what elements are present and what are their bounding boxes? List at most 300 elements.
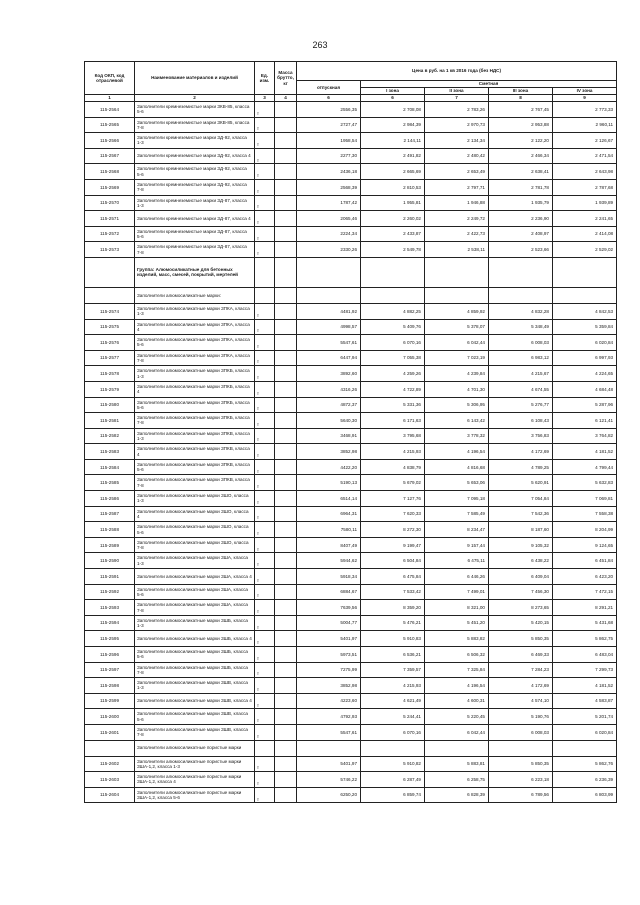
- row-zone-3-price: 4 215,67: [489, 366, 553, 382]
- row-unit: т: [255, 303, 275, 319]
- header-zone-3: III зона: [489, 88, 553, 95]
- row-zone-4-price: 3 764,82: [553, 428, 617, 444]
- row-zone-3-price: 2 523,66: [489, 242, 553, 258]
- table-row: [85, 647, 617, 663]
- row-zone-1-price: 2 708,08: [361, 102, 425, 118]
- row-zone-1-price: 6 070,16: [361, 335, 425, 351]
- row-release-price: 1787,42: [297, 195, 361, 211]
- row-mass: [275, 148, 297, 164]
- row-code: 115-2575: [85, 319, 135, 335]
- row-unit: т: [255, 631, 275, 647]
- col-num: 1: [85, 95, 135, 102]
- row-unit: т: [255, 366, 275, 382]
- row-zone-4-price: 2 241,65: [553, 211, 617, 227]
- row-name: Заполнители алюмосиликатные марки ЗША, класса 7-8: [135, 600, 255, 616]
- row-mass: [275, 491, 297, 507]
- subgroup-heading: Заполнители алюмосиликатные марки:: [135, 287, 255, 303]
- row-zone-1-price: 6 536,21: [361, 647, 425, 663]
- header-code: Код ОКП, код отраслевой: [85, 62, 135, 95]
- row-code: 115-2585: [85, 475, 135, 491]
- empty-cell: [85, 740, 135, 756]
- row-code: 115-2593: [85, 600, 135, 616]
- row-zone-4-price: 6 997,93: [553, 350, 617, 366]
- row-zone-3-price: 7 542,36: [489, 506, 553, 522]
- row-zone-4-price: 4 684,48: [553, 381, 617, 397]
- row-mass: [275, 335, 297, 351]
- table-row: [85, 195, 617, 211]
- header-unit: Ед. изм.: [255, 62, 275, 95]
- row-unit: т: [255, 179, 275, 195]
- row-mass: [275, 647, 297, 663]
- row-unit: т: [255, 647, 275, 663]
- row-zone-2-price: 6 042,44: [425, 724, 489, 740]
- row-release-price: 8407,49: [297, 537, 361, 553]
- table-row: [85, 133, 617, 149]
- row-zone-1-price: 5 910,82: [361, 756, 425, 772]
- row-code: 115-2592: [85, 584, 135, 600]
- row-zone-1-price: 6 070,16: [361, 724, 425, 740]
- table-row: [85, 242, 617, 258]
- row-zone-4-price: 6 236,39: [553, 772, 617, 788]
- row-zone-1-price: 5 331,36: [361, 397, 425, 413]
- col-num: 8: [489, 95, 553, 102]
- row-zone-2-price: 6 143,42: [425, 413, 489, 429]
- row-mass: [275, 787, 297, 803]
- row-mass: [275, 366, 297, 382]
- table-row: [85, 179, 617, 195]
- empty-cell: [361, 257, 425, 287]
- row-zone-3-price: 4 172,69: [489, 444, 553, 460]
- row-name: Заполнители алюмосиликатные марки ЗШО, класса 5-6: [135, 522, 255, 538]
- row-release-price: 6514,14: [297, 491, 361, 507]
- row-release-price: 2568,39: [297, 179, 361, 195]
- row-code: 115-2564: [85, 102, 135, 118]
- row-zone-2-price: 6 042,44: [425, 335, 489, 351]
- row-zone-4-price: 2 773,33: [553, 102, 617, 118]
- row-mass: [275, 102, 297, 118]
- row-zone-1-price: 6 504,84: [361, 553, 425, 569]
- row-mass: [275, 693, 297, 709]
- row-zone-3-price: 7 054,84: [489, 491, 553, 507]
- table-row: [85, 709, 617, 725]
- table-row: [85, 366, 617, 382]
- row-zone-3-price: 4 674,55: [489, 381, 553, 397]
- col-num: 6: [297, 95, 361, 102]
- row-name: Заполнители алюмосиликатные марки ЗПКБ, класса 5-6: [135, 397, 255, 413]
- table-row: [85, 335, 617, 351]
- row-name: Заполнители кремнеземистые марки ЗД-87, класса 4: [135, 211, 255, 227]
- row-zone-2-price: 2 783,26: [425, 102, 489, 118]
- row-mass: [275, 381, 297, 397]
- row-mass: [275, 444, 297, 460]
- row-zone-4-price: 2 529,02: [553, 242, 617, 258]
- row-zone-3-price: 7 284,23: [489, 662, 553, 678]
- row-mass: [275, 584, 297, 600]
- row-zone-3-price: 6 789,56: [489, 787, 553, 803]
- header-mass: Масса брутто, кг: [275, 62, 297, 95]
- row-name: Заполнители алюмосиликатные марки ЗША, класса 4: [135, 569, 255, 585]
- table-row: [85, 117, 617, 133]
- row-unit: т: [255, 693, 275, 709]
- row-zone-4-price: 2 471,54: [553, 148, 617, 164]
- row-zone-1-price: 5 679,02: [361, 475, 425, 491]
- row-zone-4-price: 2 126,67: [553, 133, 617, 149]
- row-release-price: 4481,92: [297, 303, 361, 319]
- row-code: 115-2577: [85, 350, 135, 366]
- empty-cell: [297, 740, 361, 756]
- row-mass: [275, 397, 297, 413]
- row-code: 115-2568: [85, 164, 135, 180]
- row-zone-2-price: 6 828,39: [425, 787, 489, 803]
- row-zone-4-price: 2 787,68: [553, 179, 617, 195]
- row-release-price: 1958,54: [297, 133, 361, 149]
- row-mass: [275, 662, 297, 678]
- row-mass: [275, 709, 297, 725]
- row-zone-1-price: 4 259,26: [361, 366, 425, 382]
- table-row: [85, 148, 617, 164]
- row-zone-4-price: 6 121,41: [553, 413, 617, 429]
- row-zone-4-price: 6 020,84: [553, 724, 617, 740]
- row-unit: т: [255, 475, 275, 491]
- col-num: 3: [255, 95, 275, 102]
- row-zone-4-price: 5 862,75: [553, 631, 617, 647]
- row-code: 115-2574: [85, 303, 135, 319]
- empty-cell: [255, 257, 275, 287]
- row-zone-2-price: 4 196,54: [425, 678, 489, 694]
- row-unit: т: [255, 459, 275, 475]
- row-name: Заполнители алюмосиликатные марки ЗПКБ, класса 4: [135, 381, 255, 397]
- table-row: [85, 522, 617, 538]
- row-release-price: 5973,51: [297, 647, 361, 663]
- row-name: Заполнители алюмосиликатные марки ЗША, класса 5-6: [135, 584, 255, 600]
- row-release-price: 2065,46: [297, 211, 361, 227]
- row-mass: [275, 195, 297, 211]
- row-zone-1-price: 7 620,33: [361, 506, 425, 522]
- row-code: 115-2599: [85, 693, 135, 709]
- row-release-price: 5640,30: [297, 413, 361, 429]
- row-code: 115-2587: [85, 506, 135, 522]
- row-code: 115-2589: [85, 537, 135, 553]
- row-mass: [275, 600, 297, 616]
- table-row: [85, 506, 617, 522]
- row-release-price: 4998,57: [297, 319, 361, 335]
- row-mass: [275, 226, 297, 242]
- empty-cell: [361, 740, 425, 756]
- row-zone-2-price: 1 946,88: [425, 195, 489, 211]
- row-mass: [275, 537, 297, 553]
- table-row: [85, 319, 617, 335]
- row-zone-1-price: 7 055,38: [361, 350, 425, 366]
- row-code: 115-2598: [85, 678, 135, 694]
- table-row: [85, 102, 617, 118]
- row-unit: т: [255, 335, 275, 351]
- table-row: [85, 491, 617, 507]
- row-release-price: 4792,93: [297, 709, 361, 725]
- row-mass: [275, 772, 297, 788]
- row-release-price: 4422,20: [297, 459, 361, 475]
- row-zone-4-price: 4 842,53: [553, 303, 617, 319]
- row-release-price: 4223,60: [297, 693, 361, 709]
- row-name: Заполнители алюмосиликатные марки ЗПКВ, класса 1-3: [135, 428, 255, 444]
- row-zone-4-price: 7 069,81: [553, 491, 617, 507]
- header-release: отпускная: [297, 81, 361, 95]
- empty-cell: [85, 257, 135, 287]
- row-zone-4-price: 5 201,74: [553, 709, 617, 725]
- col-num: 7: [425, 95, 489, 102]
- row-zone-3-price: 2 466,34: [489, 148, 553, 164]
- row-unit: т: [255, 569, 275, 585]
- table-row: [85, 413, 617, 429]
- row-zone-3-price: 6 983,12: [489, 350, 553, 366]
- row-unit: т: [255, 756, 275, 772]
- row-code: 115-2570: [85, 195, 135, 211]
- table-row: [85, 226, 617, 242]
- row-name: Заполнители алюмосиликатные марки ЗШБ, класса 1-3: [135, 615, 255, 631]
- row-zone-4-price: 4 181,52: [553, 444, 617, 460]
- row-name: Заполнители алюмосиликатные марки ЗШВ, класса 7-8: [135, 724, 255, 740]
- col-num: 6: [361, 95, 425, 102]
- row-unit: т: [255, 133, 275, 149]
- row-zone-4-price: 4 583,87: [553, 693, 617, 709]
- header-name: Наименование материалов и изделий: [135, 62, 255, 95]
- row-release-price: 2727,47: [297, 117, 361, 133]
- header-estimate: Сметная: [361, 81, 617, 88]
- table-row: [85, 693, 617, 709]
- row-mass: [275, 522, 297, 538]
- table-row: [85, 475, 617, 491]
- row-zone-1-price: 2 549,78: [361, 242, 425, 258]
- row-zone-3-price: 6 108,43: [489, 413, 553, 429]
- row-mass: [275, 569, 297, 585]
- row-zone-2-price: 2 970,73: [425, 117, 489, 133]
- row-zone-3-price: 4 172,69: [489, 678, 553, 694]
- row-zone-2-price: 4 859,92: [425, 303, 489, 319]
- row-zone-3-price: 7 456,30: [489, 584, 553, 600]
- row-code: 115-2595: [85, 631, 135, 647]
- row-zone-2-price: 2 653,49: [425, 164, 489, 180]
- empty-cell: [297, 287, 361, 303]
- row-release-price: 5918,34: [297, 569, 361, 585]
- row-name: Заполнители кремнеземистые марки ЗД-87, класса 7-8: [135, 242, 255, 258]
- row-unit: т: [255, 506, 275, 522]
- row-unit: т: [255, 522, 275, 538]
- row-name: Заполнители кремнеземистые марки ЗД-92, класса 1-3: [135, 133, 255, 149]
- row-unit: т: [255, 724, 275, 740]
- table-row: [85, 584, 617, 600]
- row-zone-4-price: 7 472,15: [553, 584, 617, 600]
- col-num: 4: [275, 95, 297, 102]
- row-zone-4-price: 4 224,65: [553, 366, 617, 382]
- table-row: [85, 164, 617, 180]
- row-name: Заполнители алюмосиликатные пористые марки ЗША-1,2, класса 5-6: [135, 787, 255, 803]
- row-mass: [275, 756, 297, 772]
- row-zone-4-price: 8 204,99: [553, 522, 617, 538]
- empty-cell: [425, 257, 489, 287]
- row-unit: т: [255, 709, 275, 725]
- row-code: 115-2573: [85, 242, 135, 258]
- row-zone-2-price: 2 480,42: [425, 148, 489, 164]
- table-row: [85, 662, 617, 678]
- price-table: [84, 61, 617, 803]
- row-zone-4-price: 6 423,20: [553, 569, 617, 585]
- row-release-price: 4872,37: [297, 397, 361, 413]
- row-name: Заполнители алюмосиликатные марки ЗПКВ, класса 5-6: [135, 459, 255, 475]
- row-name: Заполнители кремнеземистые марки ЗД-92, класса 4: [135, 148, 255, 164]
- row-release-price: 7580,11: [297, 522, 361, 538]
- table-row: [85, 678, 617, 694]
- row-zone-3-price: 5 420,15: [489, 615, 553, 631]
- row-zone-2-price: 8 321,00: [425, 600, 489, 616]
- row-zone-4-price: 1 939,89: [553, 195, 617, 211]
- row-zone-1-price: 2 810,53: [361, 179, 425, 195]
- row-code: 115-2600: [85, 709, 135, 725]
- col-num: 2: [135, 95, 255, 102]
- row-release-price: 5746,22: [297, 772, 361, 788]
- header-zone-4: IV зона: [553, 88, 617, 95]
- row-name: Заполнители алюмосиликатные марки ЗШБ, класса 4: [135, 631, 255, 647]
- row-release-price: 3468,91: [297, 428, 361, 444]
- col-num: 9: [553, 95, 617, 102]
- row-mass: [275, 242, 297, 258]
- table-row: [85, 381, 617, 397]
- row-zone-2-price: 4 816,68: [425, 459, 489, 475]
- row-zone-3-price: 5 850,35: [489, 631, 553, 647]
- table-row: [85, 787, 617, 803]
- row-code: 115-2584: [85, 459, 135, 475]
- row-zone-4-price: 6 020,84: [553, 335, 617, 351]
- row-zone-3-price: 3 756,83: [489, 428, 553, 444]
- row-zone-3-price: 6 469,33: [489, 647, 553, 663]
- row-zone-1-price: 6 171,63: [361, 413, 425, 429]
- row-release-price: 3852,98: [297, 444, 361, 460]
- row-unit: т: [255, 662, 275, 678]
- row-release-price: 2556,35: [297, 102, 361, 118]
- row-unit: т: [255, 195, 275, 211]
- row-name: Заполнители алюмосиликатные марки ЗШО, класса 7-8: [135, 537, 255, 553]
- row-zone-2-price: 7 325,84: [425, 662, 489, 678]
- empty-cell: [489, 740, 553, 756]
- row-zone-3-price: 2 767,45: [489, 102, 553, 118]
- row-zone-3-price: 6 008,03: [489, 724, 553, 740]
- table-row: [85, 756, 617, 772]
- empty-cell: [361, 287, 425, 303]
- row-zone-3-price: 2 236,90: [489, 211, 553, 227]
- row-name: Заполнители алюмосиликатные марки ЗПКБ, класса 7-8: [135, 413, 255, 429]
- row-code: 115-2567: [85, 148, 135, 164]
- row-zone-4-price: 7 299,73: [553, 662, 617, 678]
- row-name: Заполнители кремнеземистые марки ЗКВ-85, класса 5-6: [135, 102, 255, 118]
- empty-cell: [553, 257, 617, 287]
- table-row: [85, 772, 617, 788]
- row-zone-2-price: 7 023,19: [425, 350, 489, 366]
- row-zone-3-price: 2 953,88: [489, 117, 553, 133]
- row-name: Заполнители алюмосиликатные марки ЗПКА, класса 4: [135, 319, 255, 335]
- row-zone-4-price: 5 359,84: [553, 319, 617, 335]
- row-unit: т: [255, 444, 275, 460]
- row-unit: т: [255, 226, 275, 242]
- row-code: 115-2571: [85, 211, 135, 227]
- row-mass: [275, 724, 297, 740]
- row-name: Заполнители алюмосиликатные марки ЗПКА, класса 7-8: [135, 350, 255, 366]
- subgroup-heading-row: [85, 740, 617, 756]
- row-zone-2-price: 5 220,45: [425, 709, 489, 725]
- table-row: [85, 537, 617, 553]
- row-code: 115-2596: [85, 647, 135, 663]
- group-heading-row: [85, 257, 617, 287]
- subgroup-heading-row: [85, 287, 617, 303]
- row-name: Заполнители алюмосиликатные пористые марки ЗША-1,2, класса 4: [135, 772, 255, 788]
- row-zone-2-price: 7 095,18: [425, 491, 489, 507]
- row-code: 115-2597: [85, 662, 135, 678]
- row-zone-2-price: 6 258,75: [425, 772, 489, 788]
- row-zone-3-price: 5 276,77: [489, 397, 553, 413]
- row-zone-4-price: 6 803,99: [553, 787, 617, 803]
- row-name: Заполнители кремнеземистые марки ЗД-87, класса 5-6: [135, 226, 255, 242]
- row-zone-3-price: 6 409,04: [489, 569, 553, 585]
- row-release-price: 3892,60: [297, 366, 361, 382]
- row-zone-4-price: 4 799,44: [553, 459, 617, 475]
- row-release-price: 5547,61: [297, 724, 361, 740]
- row-release-price: 4316,26: [297, 381, 361, 397]
- row-zone-1-price: 5 244,41: [361, 709, 425, 725]
- row-zone-1-price: 5 910,83: [361, 631, 425, 647]
- row-code: 115-2602: [85, 756, 135, 772]
- row-unit: т: [255, 350, 275, 366]
- row-mass: [275, 553, 297, 569]
- row-zone-2-price: 7 585,49: [425, 506, 489, 522]
- row-code: 115-2590: [85, 553, 135, 569]
- row-release-price: 5401,97: [297, 631, 361, 647]
- row-release-price: 2224,34: [297, 226, 361, 242]
- row-code: 115-2601: [85, 724, 135, 740]
- row-zone-4-price: 5 862,76: [553, 756, 617, 772]
- row-unit: т: [255, 491, 275, 507]
- row-code: 115-2578: [85, 366, 135, 382]
- row-zone-2-price: 4 701,30: [425, 381, 489, 397]
- row-mass: [275, 459, 297, 475]
- empty-cell: [85, 287, 135, 303]
- row-zone-2-price: 2 249,72: [425, 211, 489, 227]
- page-number: 263: [312, 40, 328, 50]
- row-mass: [275, 631, 297, 647]
- row-name: Заполнители алюмосиликатные марки ЗШБ, класса 5-6: [135, 647, 255, 663]
- row-mass: [275, 678, 297, 694]
- row-zone-3-price: 5 850,35: [489, 756, 553, 772]
- row-zone-3-price: 9 105,32: [489, 537, 553, 553]
- row-mass: [275, 615, 297, 631]
- row-zone-3-price: 2 638,41: [489, 164, 553, 180]
- row-code: 115-2581: [85, 413, 135, 429]
- row-zone-1-price: 4 838,79: [361, 459, 425, 475]
- row-name: Заполнители алюмосиликатные марки ЗШО, класса 1-3: [135, 491, 255, 507]
- empty-cell: [489, 287, 553, 303]
- row-mass: [275, 413, 297, 429]
- row-zone-2-price: 6 475,11: [425, 553, 489, 569]
- row-release-price: 2330,26: [297, 242, 361, 258]
- row-code: 115-2588: [85, 522, 135, 538]
- row-name: Заполнители кремнеземистые марки ЗД-92, класса 7-8: [135, 179, 255, 195]
- empty-cell: [297, 257, 361, 287]
- row-zone-3-price: 2 408,97: [489, 226, 553, 242]
- row-zone-2-price: 4 239,84: [425, 366, 489, 382]
- row-zone-2-price: 6 446,26: [425, 569, 489, 585]
- row-zone-1-price: 4 882,25: [361, 303, 425, 319]
- row-unit: т: [255, 584, 275, 600]
- empty-cell: [553, 740, 617, 756]
- row-zone-3-price: 4 574,10: [489, 693, 553, 709]
- row-zone-4-price: 5 287,96: [553, 397, 617, 413]
- row-zone-3-price: 5 190,76: [489, 709, 553, 725]
